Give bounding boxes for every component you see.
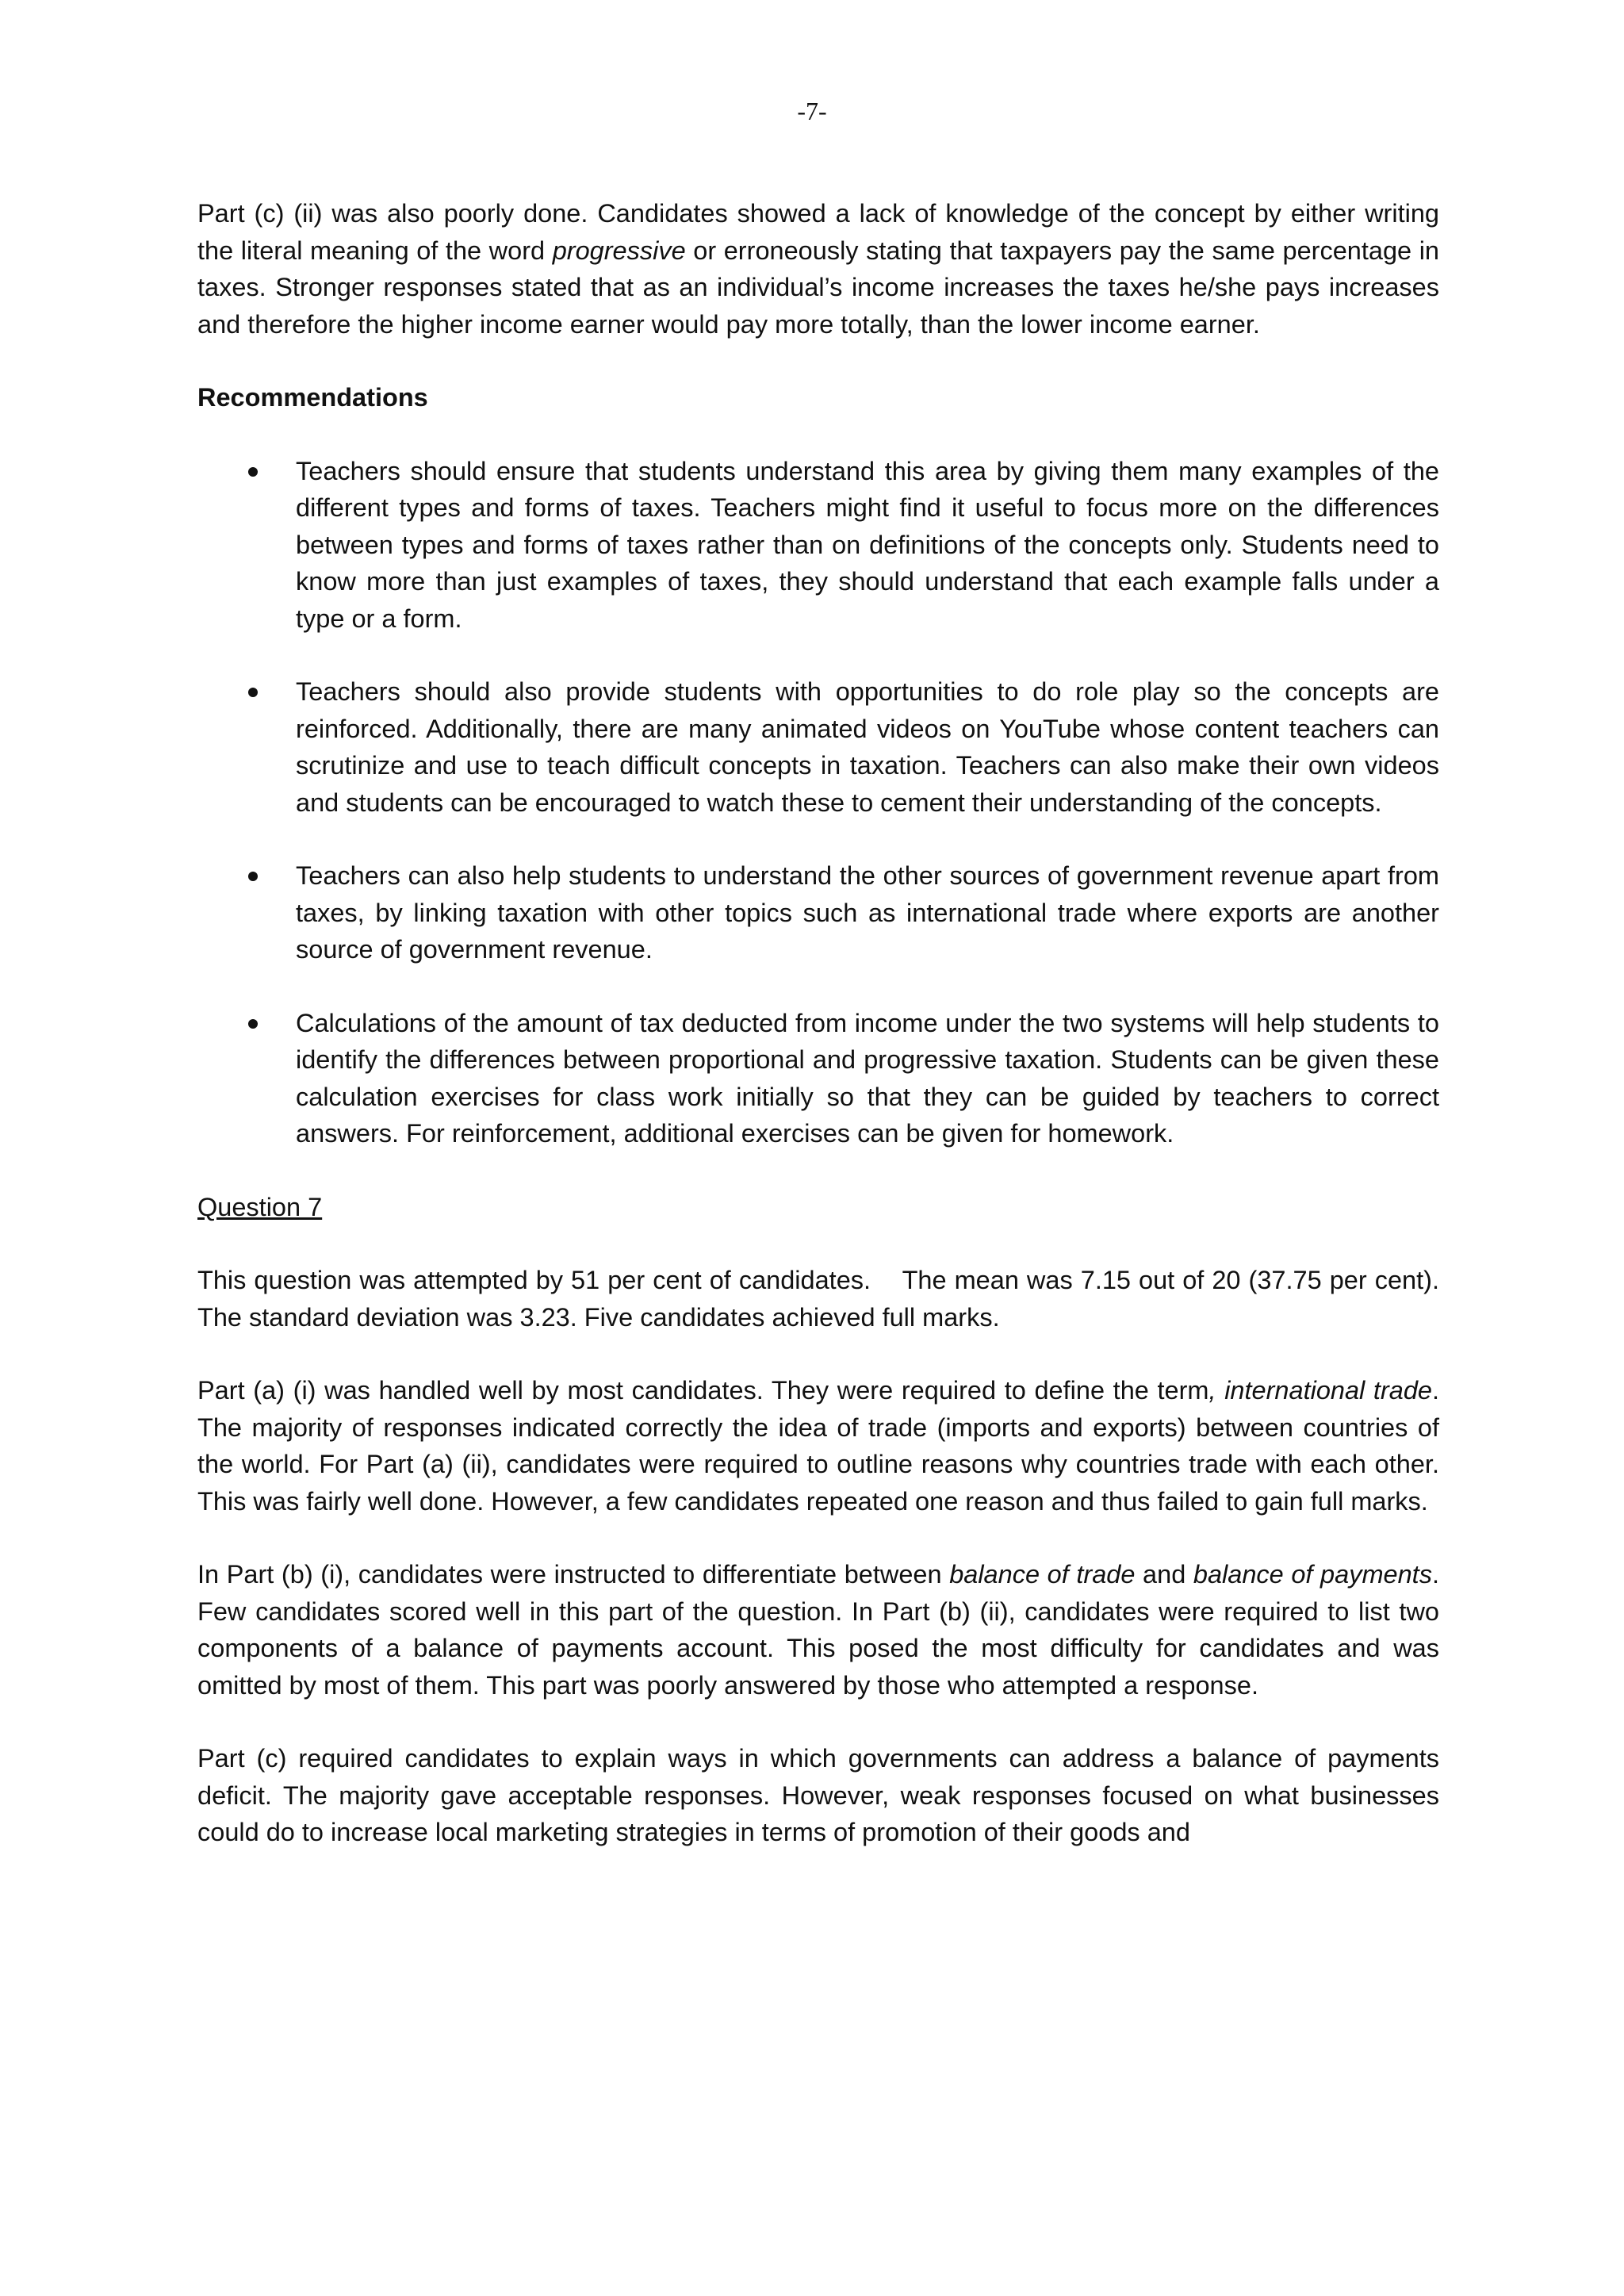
page-number: -7- — [797, 97, 827, 125]
bullet-icon — [248, 467, 258, 477]
intro-paragraph: Part (c) (ii) was also poorly done. Candidates showed a lack of knowledge of the concept by either writing the literal meaning of the word progressive or erroneously stating that taxpayers pay the same percentage in taxes. Stronger responses stated that as an individual’s income increases the taxes he/she pays increases and therefore the higher income earner would pay more totally, than the lower income earner. — [197, 199, 1439, 339]
q7-part-c-paragraph: Part (c) required candidates to explain ways in which governments can address a balance of payments deficit. The majority gave acceptable responses. However, weak responses focused on what businesses could do to increase local marketing strategies in terms of promotion of their goods and — [197, 1744, 1439, 1846]
italic-term: , international trade — [1208, 1376, 1432, 1405]
bullet-icon — [248, 872, 258, 881]
list-item: Teachers should also provide students with opportunities to do role play so the concepts are reinforced. Additionally, there are many animated videos on YouTube whose content teachers can scrutinize and use to teach difficult concepts in taxation. Teachers can also make their own videos and students can be encouraged to watch these to cement their understanding of the concepts. — [197, 673, 1439, 821]
recommendations-list — [197, 453, 1439, 1152]
bullet-icon — [248, 1019, 258, 1029]
q7-part-b-paragraph: In Part (b) (i), candidates were instructed to differentiate between balance of trade and balance of payments. Few candidates scored well in this part of the question. In Part (b) (ii), candidates were required to list two components of a balance of payments account. This posed the most difficulty for candidates and was omitted by most of them. This part was poorly answered by those who attempted a response. — [197, 1560, 1439, 1700]
italic-term: balance of payments — [1193, 1560, 1432, 1589]
list-item: Teachers can also help students to understand the other sources of government revenue apart from taxes, by linking taxation with other topics such as international trade where exports are another source of government revenue. — [197, 857, 1439, 968]
q7-part-a-paragraph: Part (a) (i) was handled well by most candidates. They were required to define the term, international trade. The majority of responses indicated correctly the idea of trade (imports and exports) between countries of the world. For Part (a) (ii), candidates were required to outline reasons why countries trade with each other. This was fairly well done. However, a few candidates repeated one reason and thus failed to gain full marks. — [197, 1376, 1440, 1516]
document-body — [197, 195, 1454, 1888]
list-item: Teachers should ensure that students understand this area by giving them many examples of the different types and forms of taxes. Teachers might find it useful to focus more on the differences between types and forms of taxes rather than on definitions of the concepts only. Students need to know more than just examples of taxes, they should understand that each example falls under a type or a form. — [197, 453, 1439, 638]
recommendations-heading: Recommendations — [197, 383, 428, 412]
italic-term: balance of trade — [949, 1560, 1136, 1589]
question-7-heading: Question 7 — [197, 1192, 323, 1221]
list-item: Calculations of the amount of tax deducted from income under the two systems will help students to identify the differences between proportional and progressive taxation. Students can be given these calculation exercises for class work initially so that they can be guided by teachers to correct answers. For reinforcement, additional exercises can be given for homework. — [197, 1005, 1439, 1152]
bullet-icon — [248, 688, 258, 697]
q7-stats-paragraph: This question was attempted by 51 per cent of candidates. The mean was 7.15 out of 20 (37.75 per cent). The standard deviation was 3.23. Five candidates achieved full marks. — [197, 1266, 1454, 1332]
italic-term: progressive — [552, 236, 686, 265]
